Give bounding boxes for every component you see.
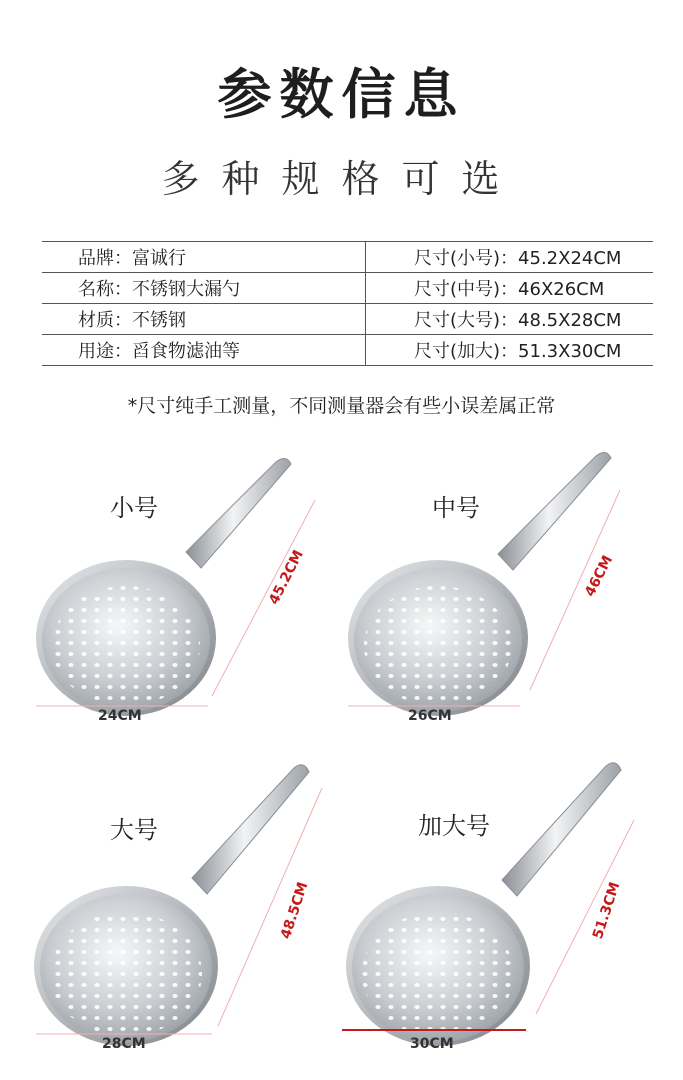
width-label-xl: 30CM [410,1036,454,1052]
spec-size-small: 尺寸(小号)：45.2X24CM [366,242,654,273]
table-row [42,304,653,335]
page-title: 参数信息 [217,63,466,126]
spec-size-medium: 尺寸(中号)：46X26CM [366,273,654,304]
size-label-small: 小号 [110,494,158,522]
size-label-large: 大号 [110,816,158,844]
page-subtitle: 多种规格可选 [161,157,522,201]
spec-name: 名称：不锈钢大漏勺 [42,273,366,304]
length-label-small: 45.2CM [266,547,307,608]
length-label-xl: 51.3CM [590,880,624,941]
product-xl [320,760,661,1080]
width-label-large: 28CM [102,1036,146,1052]
spec-table [42,241,653,366]
table-row [42,242,653,273]
spec-usage: 用途：舀食物滤油等 [42,335,366,366]
size-label-medium: 中号 [432,494,480,522]
product-small [0,440,341,760]
ladle-medium-image [320,440,661,730]
product-medium [320,440,661,760]
length-label-medium: 46CM [582,553,617,600]
width-label-medium: 26CM [408,708,452,724]
table-row [42,273,653,304]
product-large [0,760,341,1080]
table-row [42,335,653,366]
spec-brand: 品牌：富诚行 [42,242,366,273]
length-label-large: 48.5CM [278,880,312,941]
spec-material: 材质：不锈钢 [42,304,366,335]
spec-size-xl: 尺寸(加大)：51.3X30CM [366,335,654,366]
size-label-xl: 加大号 [418,812,490,840]
measurement-note: *尺寸纯手工测量，不同测量器会有些小误差属正常 [127,395,556,417]
width-label-small: 24CM [98,708,142,724]
spec-size-large: 尺寸(大号)：48.5X28CM [366,304,654,335]
